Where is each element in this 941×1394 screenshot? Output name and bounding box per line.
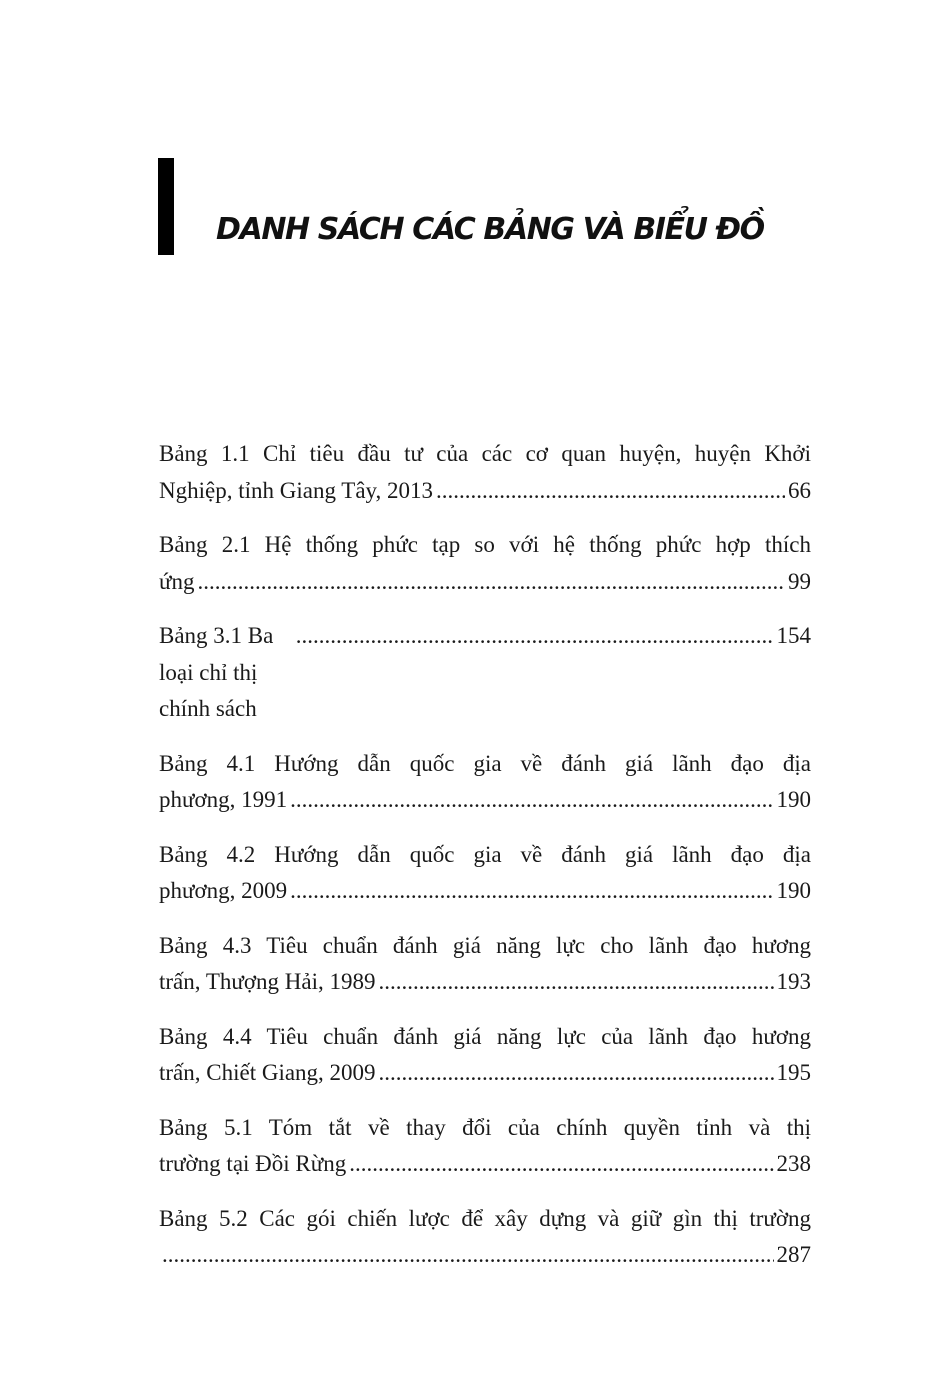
dot-leader <box>197 564 785 601</box>
toc-entry-table-4-3[interactable] <box>159 928 811 1001</box>
toc-entry-text: Bảng 4.2 Hướng dẫn quốc gia về đánh giá lãnh đạo địa <box>159 841 811 867</box>
toc-entry-table-4-4[interactable] <box>159 1019 811 1092</box>
toc-entry-text: Bảng 5.1 Tóm tắt về thay đổi của chính quyền tỉnh và thị <box>159 1114 811 1140</box>
page-number: 190 <box>776 787 811 812</box>
toc-entry-table-5-1[interactable] <box>159 1110 811 1183</box>
toc-entry-table-4-2[interactable] <box>159 837 811 910</box>
table-list <box>159 436 811 1292</box>
toc-entry-table-4-1[interactable] <box>159 746 811 819</box>
toc-entry-text: Bảng 3.1 Ba loại chỉ thị chính sách <box>159 623 274 721</box>
toc-entry-table-2-1[interactable] <box>159 527 811 600</box>
page-number: 287 <box>776 1242 811 1267</box>
page-number: 193 <box>776 969 811 994</box>
toc-entry-table-5-2[interactable] <box>159 1201 811 1274</box>
toc-entry-text-end: trường tại Đồi Rừng <box>159 1151 347 1176</box>
toc-entry-text: Bảng 4.3 Tiêu chuẩn đánh giá năng lực cho lãnh đạo hương <box>159 932 811 958</box>
toc-entry-text: Bảng 2.1 Hệ thống phức tạp so với hệ thống phức hợp thích <box>159 532 811 557</box>
dot-leader <box>378 964 773 1001</box>
toc-entry-text-end: Nghiệp, tỉnh Giang Tây, 2013 <box>159 477 434 503</box>
toc-entry-table-3-1[interactable] <box>159 618 811 728</box>
dot-leader <box>162 1237 774 1274</box>
dot-leader <box>379 1055 774 1092</box>
page-number: 190 <box>776 878 811 903</box>
toc-entry-text: Bảng 4.1 Hướng dẫn quốc gia về đánh giá lãnh đạo địa <box>159 750 811 776</box>
toc-entry-text-end: trấn, Chiết Giang, 2009 <box>159 1060 376 1085</box>
toc-entry-text-end: phương, 2009 <box>159 878 288 903</box>
dot-leader <box>436 473 785 510</box>
dot-leader <box>296 618 774 655</box>
toc-entry-text: Bảng 1.1 Chỉ tiêu đầu tư của các cơ quan huyện, huyện Khởi <box>159 441 811 466</box>
title-accent-bar <box>158 158 174 255</box>
page-number: 238 <box>776 1151 811 1176</box>
page-title: DANH SÁCH CÁC BẢNG VÀ BIỂU ĐỒ <box>216 212 764 247</box>
dot-leader <box>290 873 773 910</box>
toc-entry-text-end: ứng <box>159 568 195 594</box>
dot-leader <box>349 1146 773 1183</box>
page-number: 99 <box>788 568 811 594</box>
toc-entry-text: Bảng 5.2 Các gói chiến lược để xây dựng và giữ gìn thị trường <box>159 1205 811 1231</box>
page-number: 66 <box>788 477 811 503</box>
page-number: 195 <box>776 1060 811 1085</box>
toc-entry-text: Bảng 4.4 Tiêu chuẩn đánh giá năng lực của lãnh đạo hương <box>159 1023 811 1049</box>
toc-entry-text-end: trấn, Thượng Hải, 1989 <box>159 969 376 994</box>
toc-entry-table-1-1[interactable] <box>159 436 811 509</box>
toc-entry-text-end: phương, 1991 <box>159 787 288 812</box>
dot-leader <box>290 782 773 819</box>
page-number: 154 <box>776 623 811 648</box>
